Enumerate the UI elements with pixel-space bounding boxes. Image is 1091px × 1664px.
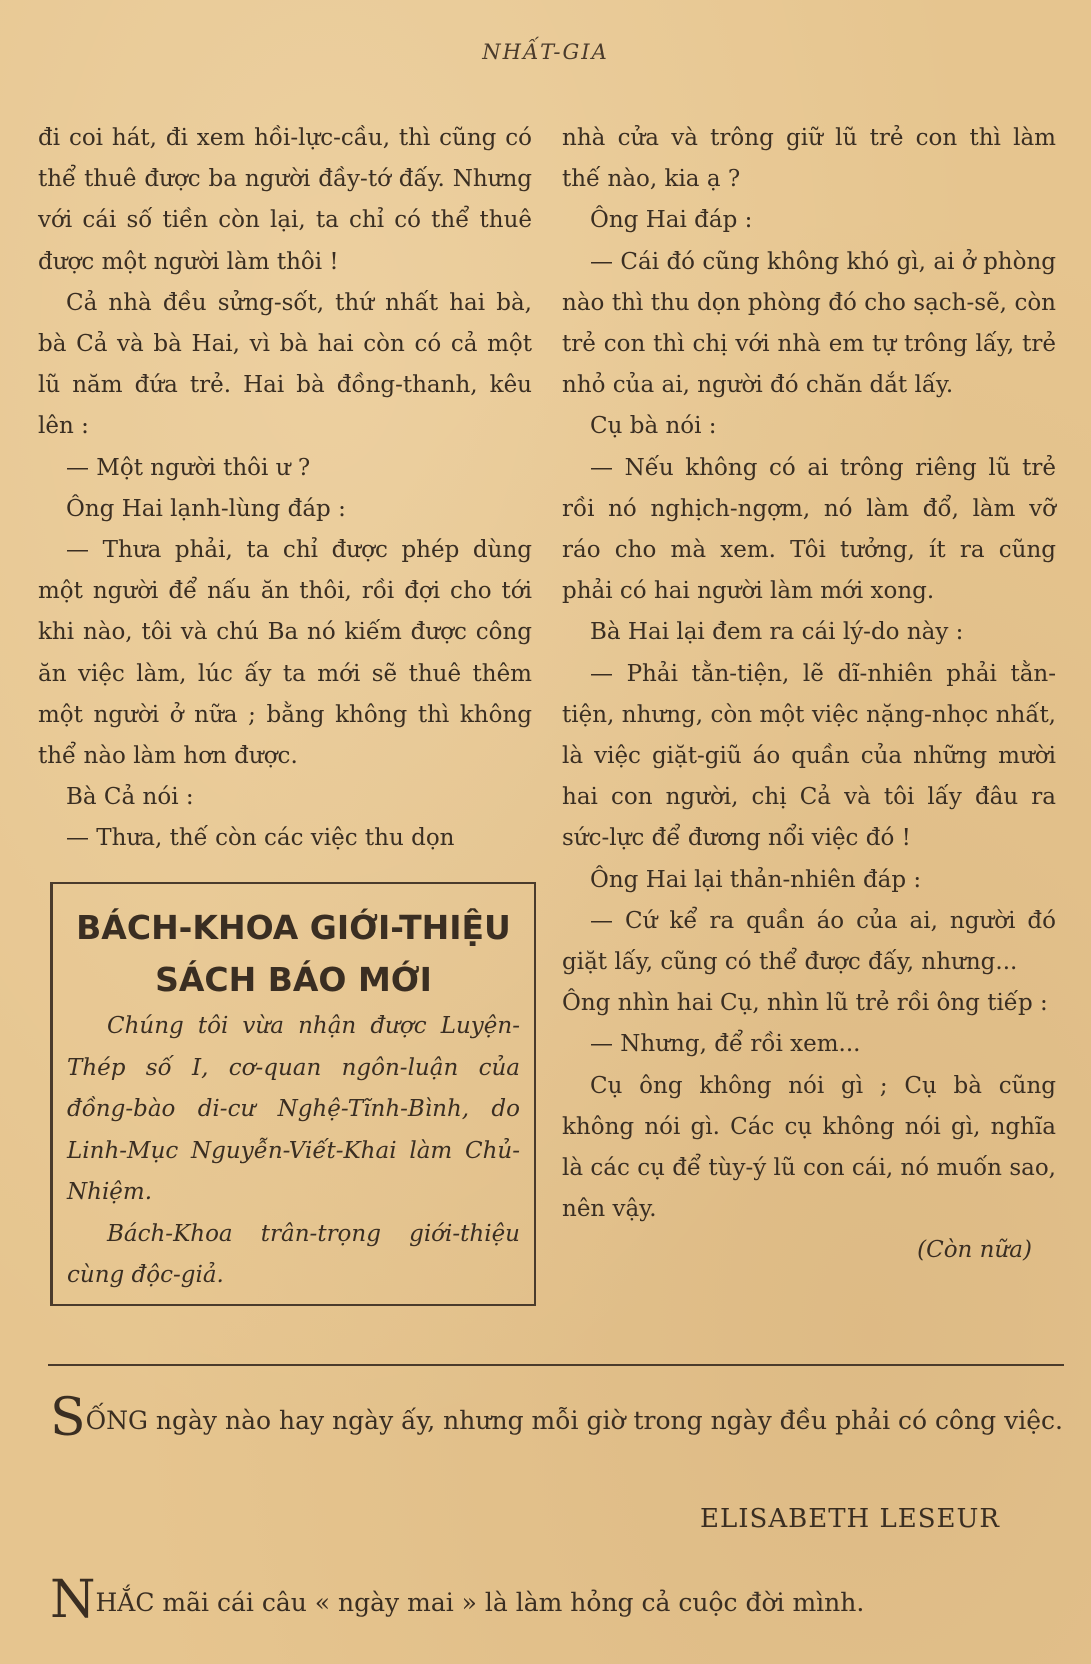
paragraph: — Cái đó cũng không khó gì, ai ở phòng nào thì thu dọn phòng đó cho sạch-sẽ, còn trẻ con thì chị với nhà em tự trông lấy, trẻ nhỏ của ai, người đó chăn dắt lấy. [562, 248, 1056, 399]
paragraph: Cả nhà đều sửng-sốt, thứ nhất hai bà, bà Cả và bà Hai, vì bà hai còn có cả một lũ năm đứa trẻ. Hai bà đồng-thanh, kêu lên : [38, 289, 532, 440]
paragraph: — Thưa, thế còn các việc thu dọn [66, 825, 455, 852]
paragraph: — Thưa phải, ta chỉ được phép dùng một người để nấu ăn thôi, rồi đợi cho tới khi nào, tôi và chú Ba nó kiếm được công ăn việc làm, lúc ấy ta mới sẽ thuê thêm một người ở nữa ; bằng không thì không thể nào làm hơn được. [38, 537, 532, 770]
quote-2 [50, 1570, 1070, 1630]
paragraph: — Phải tằn-tiện, lẽ dĩ-nhiên phải tằn-tiện, nhưng, còn một việc nặng-nhọc nhất, là việc giặt-giũ áo quần của những mười hai con người, chị Cả và tôi lấy đâu ra sức-lực để đương nổi việc đó ! [562, 660, 1056, 852]
paragraph: Ông Hai lại thản-nhiên đáp : [590, 866, 922, 893]
paragraph: — Cứ kể ra quần áo của ai, người đó giặt lấy, cũng có thể được đấy, nhưng... [562, 907, 1056, 976]
left-column [38, 118, 532, 860]
paragraph: đi coi hát, đi xem hồi-lực-cầu, thì cũng có thể thuê được ba người đầy-tớ đấy. Nhưng với cái số tiền còn lại, ta chỉ có thể thuê được một người làm thôi ! [38, 125, 532, 275]
quote-1-author: ELISABETH LESEUR [700, 1504, 1000, 1534]
quote-1-smallcaps: ỐNG [85, 1406, 148, 1435]
quote-1-text: ngày nào hay ngày ấy, nhưng mỗi giờ trong ngày đều phải có công việc. [147, 1406, 1063, 1435]
paragraph: nhà cửa và trông giữ lũ trẻ con thì làm thế nào, kia ạ ? [562, 125, 1056, 193]
quote-1 [50, 1388, 1070, 1448]
box-paragraph: Bách-Khoa trân-trọng giới-thiệu cùng độc-giả. [67, 1220, 520, 1288]
quote-1-dropcap: S [50, 1388, 86, 1448]
paragraph: — Nếu không có ai trông riêng lũ trẻ rồi nó nghịch-ngợm, nó làm đổ, làm vỡ ráo cho mà xem. Tôi tưởng, ít ra cũng phải có hai người làm mới xong. [562, 454, 1056, 605]
paragraph: Bà Cả nói : [66, 784, 194, 811]
paragraph: Ông nhìn hai Cụ, nhìn lũ trẻ rồi ông tiếp : [562, 990, 1048, 1017]
paragraph: Ông Hai lạnh-lùng đáp : [66, 495, 346, 522]
new-books-box [50, 882, 536, 1306]
paragraph: Cụ bà nói : [590, 413, 717, 440]
quote-2-smallcaps: HẮC [95, 1588, 155, 1617]
paragraph: Ông Hai đáp : [590, 207, 753, 234]
box-title-line1: BÁCH-KHOA GIỚI-THIỆU [76, 908, 511, 947]
right-column [562, 118, 1056, 1272]
box-paragraph: Chúng tôi vừa nhận được Luyện-Thép số I, cơ-quan ngôn-luận của đồng-bào di-cư Nghệ-Tĩnh-Bình, do Linh-Mục Nguyễn-Viết-Khai làm Chủ-Nhiệm. [67, 1013, 520, 1205]
quote-2-text: mãi cái câu « ngày mai » là làm hỏng cả cuộc đời mình. [154, 1588, 865, 1617]
box-title-line2: SÁCH BÁO MỚI [155, 960, 432, 999]
running-title: NHẤT-GIA [482, 40, 609, 64]
paragraph: Cụ ông không nói gì ; Cụ bà cũng không nói gì. Các cụ không nói gì, nghĩa là các cụ để tùy-ý lũ con cái, nó muốn sao, nên vậy. [562, 1072, 1056, 1223]
quote-2-dropcap: N [50, 1570, 96, 1630]
paragraph: — Một người thôi ư ? [66, 454, 311, 481]
paragraph: — Nhưng, để rồi xem... [590, 1031, 861, 1058]
continued-note: (Còn nữa) [917, 1237, 1032, 1264]
section-divider [48, 1364, 1064, 1366]
paragraph: Bà Hai lại đem ra cái lý-do này : [590, 619, 964, 646]
